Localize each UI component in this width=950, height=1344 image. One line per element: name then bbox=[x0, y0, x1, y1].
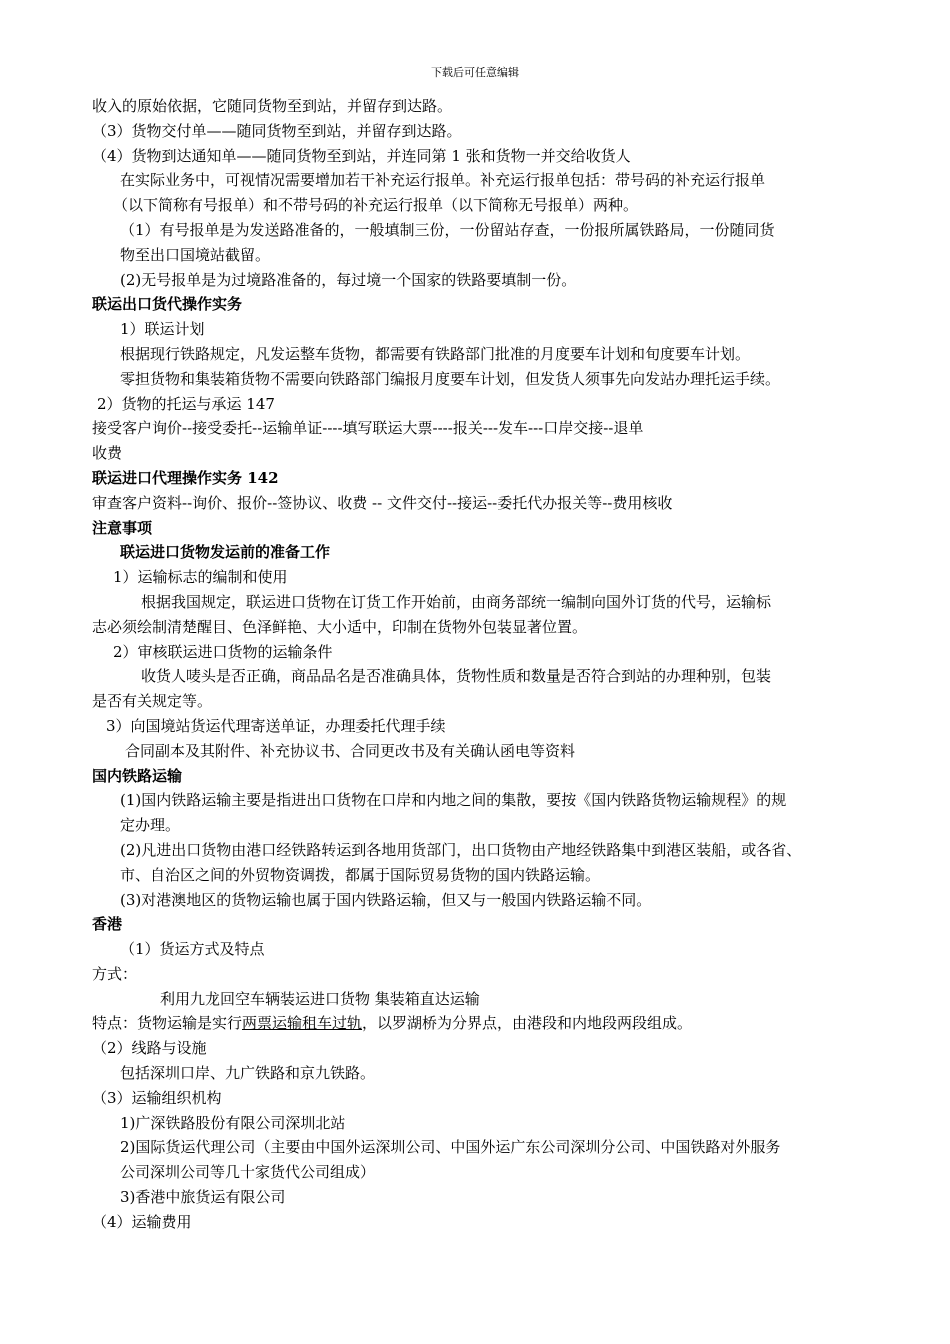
body-line: 合同副本及其附件、补充协议书、合同更改书及有关确认函电等资料 bbox=[125, 741, 576, 760]
section-heading: 香港 bbox=[92, 915, 123, 934]
body-line: 1）运输标志的编制和使用 bbox=[113, 568, 288, 587]
section-heading: 联运出口货代操作实务 bbox=[92, 295, 243, 314]
body-line: 审查客户资料--询价、报价--签协议、收费 -- 文件交付--接运--委托代办报关等--费用核收 bbox=[92, 493, 673, 512]
body-line: 志必须绘制清楚醒目、色泽鲜艳、大小适中，印制在货物外包装显著位置。 bbox=[92, 617, 588, 636]
body-line: （以下简称有号报单）和不带号码的补充运行报单（以下简称无号报单）两种。 bbox=[113, 196, 639, 215]
body-line: (2)无号报单是为过境路准备的，每过境一个国家的铁路要填制一份。 bbox=[120, 270, 577, 289]
body-line: 2）货物的托运与承运 147 bbox=[97, 394, 275, 413]
body-line: 根据我国规定，联运进口货物在订货工作开始前，由商务部统一编制向国外订货的代号，运输标 bbox=[141, 592, 772, 611]
body-line: 定办理。 bbox=[120, 816, 181, 835]
body-line: （4）运输费用 bbox=[92, 1212, 192, 1231]
body-line: （4）货物到达通知单——随同货物至到站，并连同第 1 张和货物一并交给收货人 bbox=[92, 146, 631, 165]
body-line: 收费 bbox=[92, 444, 123, 463]
body-line: 零担货物和集装箱货物不需要向铁路部门编报月度要车计划，但发货人须事先向发站办理托运手续。 bbox=[120, 369, 781, 388]
body-line: （1）有号报单是为发送路准备的，一般填制三份，一份留站存查，一份报所属铁路局，一份随同货 bbox=[120, 220, 775, 239]
body-line: （3）货物交付单——随同货物至到站，并留存到达路。 bbox=[92, 121, 462, 140]
body-line: 物至出口国境站截留。 bbox=[120, 245, 271, 264]
body-line: (1)国内铁路运输主要是指进出口货物在口岸和内地之间的集散，要按《国内铁路货物运输规程》的规 bbox=[120, 791, 787, 810]
body-line: 收货人唛头是否正确，商品品名是否准确具体，货物性质和数量是否符合到站的办理种别，包装 bbox=[141, 667, 772, 686]
body-line: 1）联运计划 bbox=[120, 320, 205, 339]
page-header: 下载后可任意编辑 bbox=[431, 66, 519, 79]
body-line: 公司深圳公司等几十家货代公司组成） bbox=[120, 1163, 376, 1182]
body-line: 是否有关规定等。 bbox=[92, 692, 213, 711]
body-line: 利用九龙回空车辆装运进口货物 集装箱直达运输 bbox=[160, 989, 480, 1008]
body-line: 3）向国境站货运代理寄送单证，办理委托代理手续 bbox=[106, 716, 446, 735]
body-line: (2)凡进出口货物由港口经铁路转运到各地用货部门，出口货物由产地经铁路集中到港区装船，或各省、 bbox=[120, 840, 802, 859]
subsection-heading: 联运进口货物发运前的准备工作 bbox=[120, 543, 331, 562]
body-line bbox=[0, 1011, 950, 1036]
body-line: 1)广深铁路股份有限公司深圳北站 bbox=[120, 1113, 346, 1132]
section-heading: 注意事项 bbox=[92, 518, 153, 537]
body-line: 3)香港中旅货运有限公司 bbox=[120, 1188, 286, 1207]
body-line: 收入的原始依据，它随同货物至到站，并留存到达路。 bbox=[92, 97, 453, 115]
body-line: （1）货运方式及特点 bbox=[120, 940, 265, 959]
section-heading: 国内铁路运输 bbox=[92, 766, 183, 785]
body-line: 根据现行铁路规定，凡发运整车货物，都需要有铁路部门批准的月度要车计划和旬度要车计划。 bbox=[120, 344, 751, 363]
body-line: 接受客户询价--接受委托--运输单证----填写联运大票----报关---发车---口岸交接--退单 bbox=[92, 419, 644, 438]
body-line: 2）审核联运进口货物的运输条件 bbox=[113, 642, 333, 661]
document-body bbox=[0, 94, 950, 1235]
underlined-term: 两票运输租车过轨 bbox=[242, 1014, 363, 1033]
body-line: （3）运输组织机构 bbox=[92, 1088, 222, 1107]
body-line: 在实际业务中，可视情况需要增加若干补充运行报单。补充运行报单包括：带号码的补充运行报单 bbox=[120, 171, 766, 190]
body-line: 包括深圳口岸、九广铁路和京九铁路。 bbox=[120, 1064, 376, 1083]
body-line: (3)对港澳地区的货物运输也属于国内铁路运输，但又与一般国内铁路运输不同。 bbox=[120, 890, 652, 909]
section-heading: 联运进口代理操作实务 142 bbox=[92, 468, 279, 487]
body-line: （2）线路与设施 bbox=[92, 1039, 207, 1058]
features-prefix: 特点：货物运输是实行 bbox=[92, 1014, 243, 1033]
features-suffix: ，以罗湖桥为分界点，由港段和内地段两段组成。 bbox=[362, 1014, 693, 1033]
body-line: 2)国际货运代理公司（主要由中国外运深圳公司、中国外运广东公司深圳分公司、中国铁路对外服务 bbox=[120, 1138, 781, 1157]
body-line: 市、自治区之间的外贸物资调拨，都属于国际贸易货物的国内铁路运输。 bbox=[120, 865, 601, 884]
body-line: 方式： bbox=[92, 964, 138, 983]
